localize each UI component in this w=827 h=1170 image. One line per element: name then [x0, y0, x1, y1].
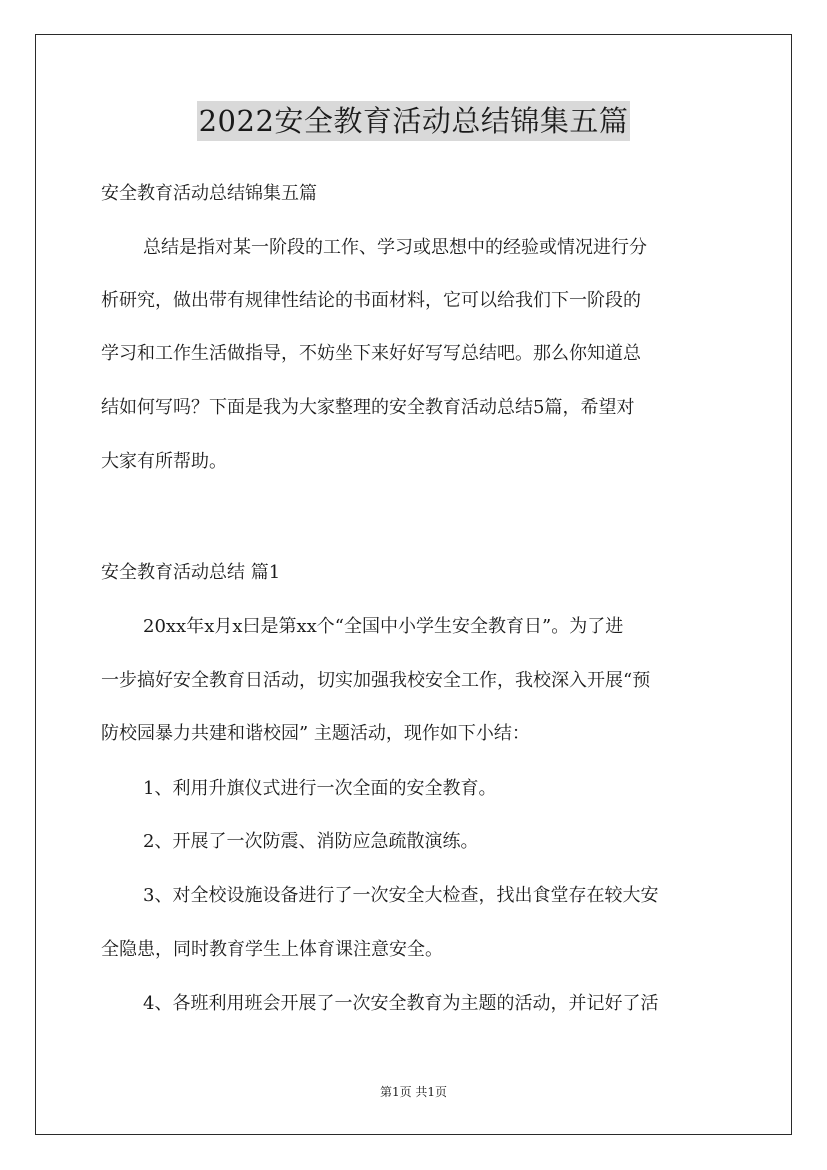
document-title: 2022安全教育活动总结锦集五篇	[197, 101, 631, 141]
intro-line: 大家有所帮助。	[101, 451, 227, 472]
list-item: 1、利用升旗仪式进行一次全面的安全教育。	[143, 778, 497, 799]
body-line: 全隐患，同时教育学生上体育课注意安全。	[101, 939, 443, 960]
section-heading: 安全教育活动总结 篇1	[101, 562, 281, 583]
intro-line: 析研究，做出带有规律性结论的书面材料，它可以给我们下一阶段的	[101, 290, 641, 311]
body-line: 一步搞好安全教育日活动，切实加强我校安全工作，我校深入开展“预	[101, 670, 651, 691]
list-item: 4、各班利用班会开展了一次安全教育为主题的活动，并记好了活	[143, 993, 659, 1014]
list-item: 3、对全校设施设备进行了一次安全大检查，找出食堂存在较大安	[143, 885, 659, 906]
intro-line: 结如何写吗？下面是我为大家整理的安全教育活动总结5篇，希望对	[101, 397, 635, 418]
title-container	[0, 101, 827, 141]
intro-line: 学习和工作生活做指导，不妨坐下来好好写写总结吧。那么你知道总	[101, 343, 641, 364]
document-subtitle: 安全教育活动总结锦集五篇	[101, 183, 317, 204]
intro-line: 总结是指对某一阶段的工作、学习或思想中的经验或情况进行分	[143, 237, 647, 258]
body-line: 20xx年x月x曰是第xx个“全国中小学生安全教育日”。为了进	[143, 616, 624, 637]
page-number-footer: 第1页 共1页	[379, 1085, 448, 1099]
list-item: 2、开展了一次防震、消防应急疏散演练。	[143, 831, 479, 852]
body-line: 防校园暴力共建和谐校园” 主题活动，现作如下小结：	[101, 723, 530, 744]
